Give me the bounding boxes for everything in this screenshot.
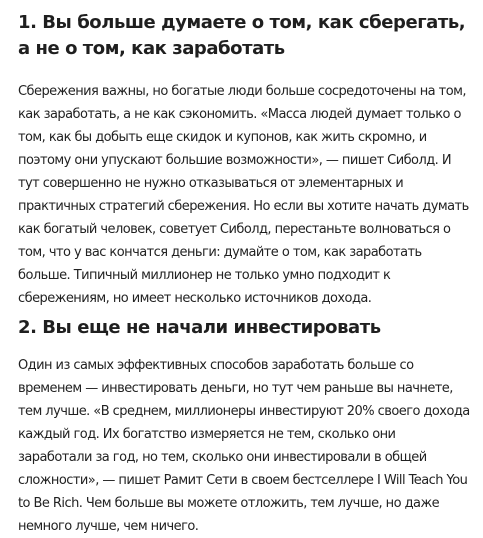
section-heading-2: 2. Вы еще не начали инвестировать: [18, 317, 381, 338]
section-heading-1: 1. Вы больше думаете о том, как сберегать, а не о том, как заработать: [18, 12, 466, 59]
section-paragraph-2: Один из самых эффективных способов заработать больше со временем — инвестировать деньги, но тут чем раньше вы начнете, тем лучше. «В среднем, миллионеры инвестируют 20% своего дохода каждый год. Их богатство измеряется не тем, сколько они заработали за год, но тем, сколько они инвестировали в общей сложности», — пишет Рамит Сети в своем бестселлере I Will Teach You to Be Rich. Чем больше вы можете отложить, тем лучше, но даже немного лучше, чем ничего.: [18, 358, 470, 534]
section-paragraph-1: Сбережения важны, но богатые люди больше сосредоточены на том, как заработать, а не как сэкономить. «Масса людей думает только о том, как бы добыть еще скидок и купонов, как жить скромно, и поэтому они упускают большие возможности», — пишет Сиболд. И тут совершенно не нужно отказываться от элементарных и практичных стратегий сбережения. Но если вы хотите начать думать как богатый человек, советует Сиболд, перестаньте волноваться о том, что у вас кончатся деньги: думайте о том, как заработать больше. Типичный миллионер не только умно подходит к сбережениям, но имеет несколько источников дохода.: [18, 84, 469, 306]
